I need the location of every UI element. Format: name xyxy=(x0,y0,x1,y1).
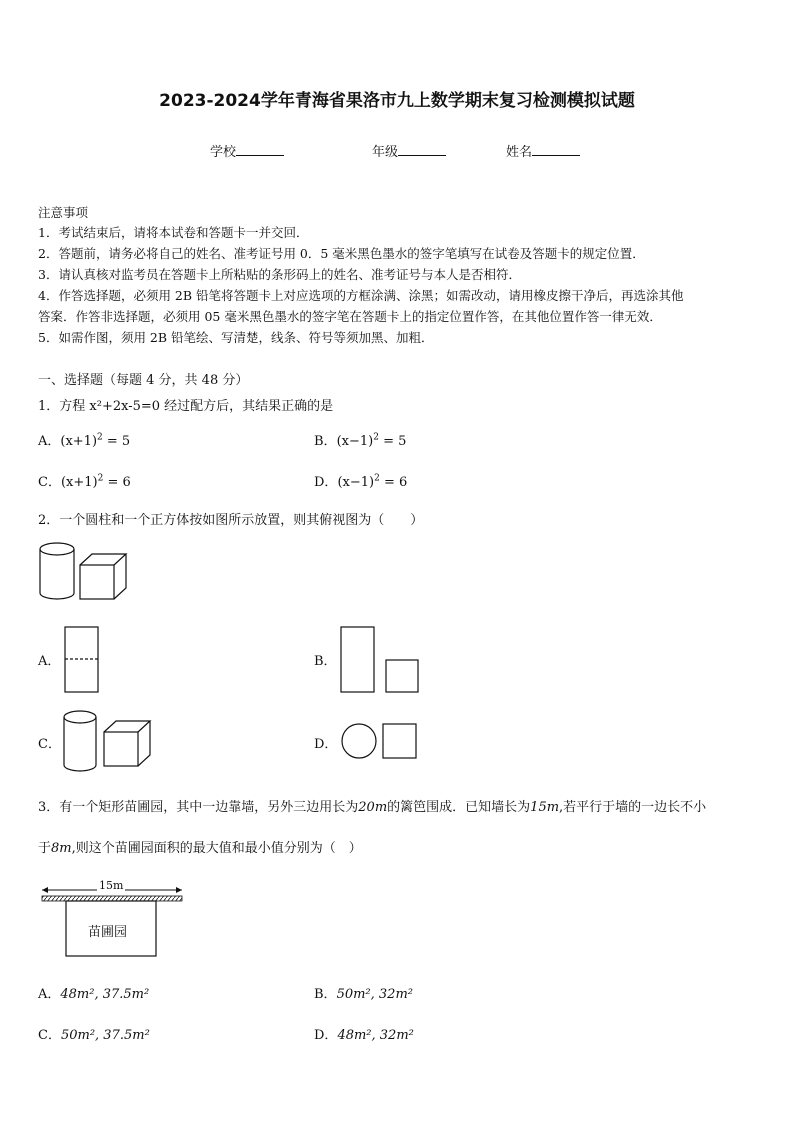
notice-item: 答案．作答非选择题，必须用 05 毫米黑色墨水的签字笔在答题卡上的指定位置作答，在其他位置作答一律无效． xyxy=(38,309,662,324)
section-heading: 一、选择题（每题 4 分，共 48 分） xyxy=(38,373,249,388)
wall-length-label: 15m xyxy=(99,879,124,892)
q1-option-a[interactable]: A．$(x+1)^2 = 5$ xyxy=(38,432,131,449)
school-label: 学校 xyxy=(210,145,237,160)
q3-option-c[interactable]: C．50m², 37.5m² xyxy=(38,1028,150,1043)
q3-option-d[interactable]: D．48m², 32m² xyxy=(314,1028,414,1043)
q2-option-b-label[interactable]: B． xyxy=(314,654,337,669)
garden-label: 苗圃园 xyxy=(88,925,128,940)
q2-option-b-figure[interactable] xyxy=(340,626,420,694)
q1-option-d[interactable]: D．$(x-1)^2 = 6$ xyxy=(314,473,408,490)
notice-item: 4．作答选择题，必须用 2B 铅笔将答题卡上对应选项的方框涂满、涂黑；如需改动，请用橡皮擦干净后，再选涂其他 xyxy=(38,288,684,303)
grade-field xyxy=(372,141,446,160)
name-field xyxy=(506,141,580,160)
q2-option-c-figure[interactable] xyxy=(60,708,156,774)
question-3-stem-line-1: 3．有一个矩形苗圃园，其中一边靠墙，另外三边用长为20m的篱笆围成．已知墙长为15m,若平行于墙的一边长不小 xyxy=(38,800,707,815)
notice-item: 5．如需作图，须用 2B 铅笔绘、写清楚，线条、符号等须加黑、加粗． xyxy=(38,330,434,345)
grade-label: 年级 xyxy=(372,145,399,160)
school-field xyxy=(210,141,284,160)
name-blank[interactable] xyxy=(532,143,580,156)
cylinder-cube-figure xyxy=(36,540,136,602)
q1-option-c[interactable]: C．$(x+1)^2 = 6$ xyxy=(38,473,131,490)
wall xyxy=(42,896,182,901)
q3-option-a[interactable]: A．48m², 37.5m² xyxy=(38,987,150,1002)
grade-blank[interactable] xyxy=(398,143,446,156)
q3-option-b[interactable]: B．50m², 32m² xyxy=(314,987,413,1002)
name-label: 姓名 xyxy=(506,145,533,160)
notice-item: 2．答题前，请务必将自己的姓名、准考证号用 0．5 毫米黑色墨水的签字笔填写在试卷及答题卡的规定位置． xyxy=(38,246,645,261)
q2-option-a-label[interactable]: A． xyxy=(38,654,61,669)
question-3-stem-line-2: 于8m,则这个苗圃园面积的最大值和最小值分别为（ ） xyxy=(38,841,362,856)
page-title: 2023-2024学年青海省果洛市九上数学期末复习检测模拟试题 xyxy=(159,91,635,111)
q2-option-c-label[interactable]: C． xyxy=(38,737,61,752)
question-2-stem: 2．一个圆柱和一个正方体按如图所示放置，则其俯视图为（ ） xyxy=(38,513,424,528)
q1-option-b[interactable]: B．$(x-1)^2 = 5$ xyxy=(314,432,407,449)
question-1-stem: 1．方程 x²+2x-5=0 经过配方后，其结果正确的是 xyxy=(38,399,334,414)
q2-option-d-label[interactable]: D． xyxy=(314,737,338,752)
q2-option-d-figure[interactable] xyxy=(340,722,420,762)
notice-heading: 注意事项 xyxy=(38,205,89,220)
q2-option-a-figure[interactable] xyxy=(64,626,100,694)
school-blank[interactable] xyxy=(236,143,284,156)
notice-item: 1．考试结束后，请将本试卷和答题卡一并交回． xyxy=(38,225,309,240)
notice-item: 3．请认真核对监考员在答题卡上所粘贴的条形码上的姓名、准考证号与本人是否相符． xyxy=(38,267,521,282)
